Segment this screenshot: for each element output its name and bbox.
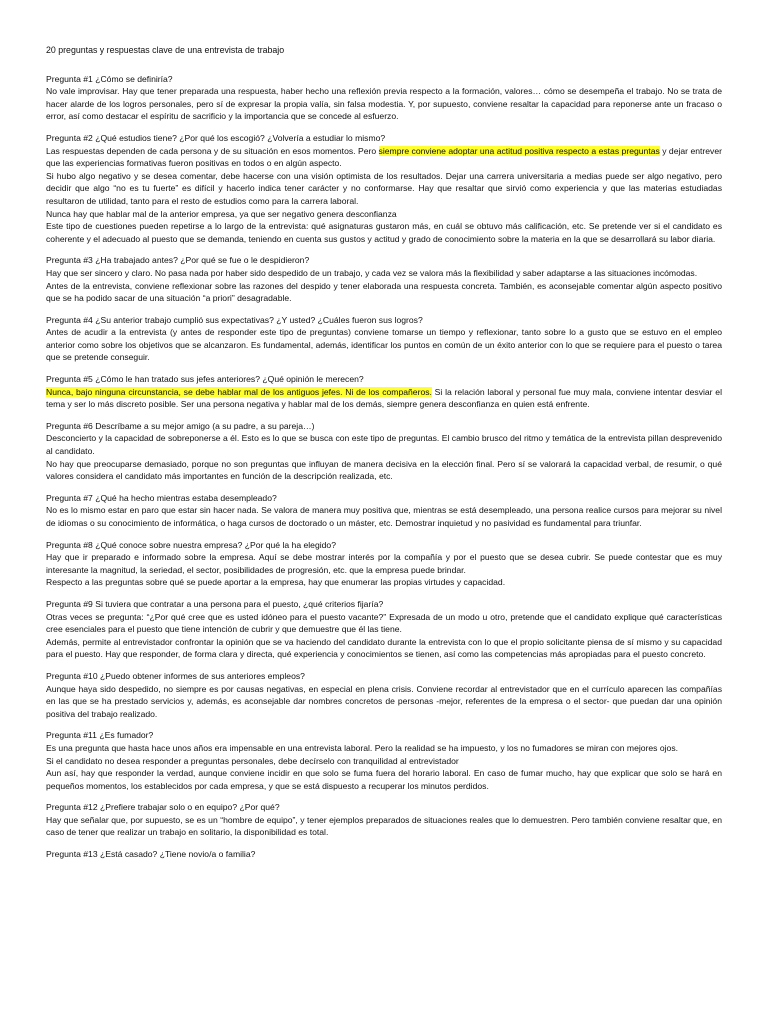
answer-paragraph bbox=[46, 170, 722, 208]
document-title: 20 preguntas y respuestas clave de una entrevista de trabajo bbox=[46, 45, 285, 55]
answer-text: Aunque haya sido despedido, no siempre es por causas negativas, en especial en plena crisis. Conviene recordar al entrevistador que en el currículo aparecen las compañías en las que se ha prestado servicios y, además, es aconsejable dar nombres concretos de personas -mejor, referentes de la empresa o el sector- que puedan dar una opinión positiva del trabajo realizado. bbox=[46, 683, 722, 719]
answer-paragraph bbox=[46, 551, 722, 576]
question-block bbox=[46, 670, 722, 720]
answer-text: Hay que ir preparado e informado sobre la empresa. Aquí se debe mostrar interés por la compañía y por el puesto que se desea cubrir. Se puede contestar que es muy interesante la magnitud, la seriedad, el sector, posibilidades de progresión, etc. que la empresa puede brindar. bbox=[46, 552, 722, 575]
answer-paragraph bbox=[46, 85, 722, 123]
question-heading: Pregunta #11 ¿Es fumador? bbox=[46, 730, 154, 741]
answer-text: No hay que preocuparse demasiado, porque no son preguntas que influyan de manera decisiva en la elección final. Pero sí se valorará la capacidad verbal, de resumir, o qué valores considera el candidato más importantes en función de la descripción realizada, etc. bbox=[46, 458, 722, 482]
answer-paragraph bbox=[46, 636, 722, 661]
question-heading: Pregunta #6 Descríbame a su mejor amigo (a su padre, a su pareja…) bbox=[46, 420, 315, 431]
answer-paragraph bbox=[46, 504, 722, 529]
answer-paragraph bbox=[46, 611, 722, 636]
highlighted-text: siempre conviene adoptar una actitud positiva respecto a estas preguntas bbox=[378, 145, 660, 156]
answer-paragraph bbox=[46, 683, 722, 721]
answer-text: Otras veces se pregunta: “¿Por qué cree que es usted idóneo para el puesto vacante?” Expresada de un modo u otro, pretende que el candidato explique qué características cree esenciales para el puesto que tiene intención de cubrir y que demuestre que él las tiene. bbox=[46, 611, 722, 635]
answer-text: Si hubo algo negativo y se desea comentar, debe hacerse con una visión optimista de los resultados. Dejar una carrera universitaria a medias puede ser algo negativo, pero decidir que algo “no es tu fuerte” es difícil y hacerlo indica tener carácter y no conformarse. Hay que resaltar que sirvió como experiencia y que las materias estudiadas resultaron de utilidad, tanto para el resto de estudios como para la carrera laboral. bbox=[46, 170, 722, 206]
question-block bbox=[46, 598, 722, 661]
answer-text: Las respuestas dependen de cada persona y de su situación en esos momentos. Pero bbox=[46, 145, 379, 156]
answer-paragraph bbox=[46, 458, 722, 483]
answer-text: Aun así, hay que responder la verdad, aunque conviene incidir en que solo se fuma fuera del horario laboral. En caso de fumar mucho, hay que explicar que solo se hará en pequeños momentos, los establecidos por cada empresa, y que se está dispuesto a recuperar los minutos perdidos. bbox=[46, 768, 722, 791]
answer-text: Hay que señalar que, por supuesto, se es un “hombre de equipo”, y tener ejemplos preparados de situaciones reales que lo demuestren. Pero también conviene resaltar que, en caso de tener que realizar un trabajo en solitario, la disponibilidad es total. bbox=[46, 814, 722, 838]
highlighted-text: Nunca, bajo ninguna circunstancia, se debe hablar mal de los antiguos jefes. Ni de los compañeros. bbox=[46, 386, 432, 397]
question-heading: Pregunta #8 ¿Qué conoce sobre nuestra empresa? ¿Por qué la ha elegido? bbox=[46, 539, 336, 550]
answer-paragraph bbox=[46, 208, 722, 221]
question-heading: Pregunta #5 ¿Cómo le han tratado sus jefes anteriores? ¿Qué opinión le merecen? bbox=[46, 374, 364, 385]
question-list bbox=[46, 73, 722, 861]
answer-text: Desconcierto y la capacidad de sobreponerse a él. Esto es lo que se busca con este tipo de preguntas. El cambio brusco del ritmo y temática de la entrevista pillan desprevenido al candidato. bbox=[46, 433, 722, 457]
answer-paragraph bbox=[46, 755, 722, 768]
question-block bbox=[46, 254, 722, 304]
question-block bbox=[46, 420, 722, 483]
answer-text: Si la relación laboral y personal fue muy mala, conviene intentar desviar el tema y ser lo más discreto posible. Ser una persona negativa y hablar mal de los demás, siempre genera desconfianza en quien está enfrente. bbox=[46, 386, 722, 410]
question-block bbox=[46, 492, 722, 530]
question-block bbox=[46, 132, 722, 245]
question-heading: Pregunta #10 ¿Puedo obtener informes de sus anteriores empleos? bbox=[46, 670, 305, 681]
answer-text: No vale improvisar. Hay que tener preparada una respuesta, haber hecho una reflexión previa respecto a la formación, valores… cómo se desempeña el trabajo. No se trata de hacer alarde de los logros personales, pero sí de expresar la propia valía, sin falsa modestia. Y, por supuesto, conviene resaltar la capacidad para reponerse ante un fracaso o error, así como destacar el espíritu de sacrificio y la importancia que se concede al esfuerzo. bbox=[46, 86, 722, 122]
answer-paragraph bbox=[46, 386, 722, 411]
question-heading: Pregunta #2 ¿Qué estudios tiene? ¿Por qué los escogió? ¿Volvería a estudiar lo mismo? bbox=[46, 132, 386, 143]
question-heading: Pregunta #13 ¿Está casado? ¿Tiene novio/a o familia? bbox=[46, 849, 256, 860]
answer-text: Este tipo de cuestiones pueden repetirse a lo largo de la entrevista: qué asignaturas gustaron más, en cuál se obtuvo más calificación, etc. Se pretende ver si el candidato es coherente y el adecuado al puesto que se demanda, teniendo en cuenta sus gustos y actitud y grado de conocimiento sobre la materia en la que se desarrollará su labor diaria. bbox=[46, 221, 722, 244]
answer-paragraph bbox=[46, 267, 722, 280]
question-heading: Pregunta #12 ¿Prefiere trabajar solo o en equipo? ¿Por qué? bbox=[46, 802, 280, 813]
question-heading: Pregunta #4 ¿Su anterior trabajo cumplió sus expectativas? ¿Y usted? ¿Cuáles fueron sus logros? bbox=[46, 314, 423, 325]
answer-text: y dejar entrever que las experiencias formativas fueron positivas en todos o en algún aspecto. bbox=[46, 145, 722, 169]
question-block bbox=[46, 73, 722, 123]
answer-paragraph bbox=[46, 220, 722, 245]
answer-text: Respecto a las preguntas sobre qué se puede aportar a la empresa, hay que enumerar las propias virtudes y capacidad. bbox=[46, 577, 506, 588]
answer-paragraph bbox=[46, 742, 722, 755]
answer-text: Hay que ser sincero y claro. No pasa nada por haber sido despedido de un trabajo, y cada vez se valora más la flexibilidad y saber adaptarse a las situaciones incómodas. bbox=[46, 267, 698, 278]
question-heading: Pregunta #3 ¿Ha trabajado antes? ¿Por qué se fue o le despidieron? bbox=[46, 255, 310, 266]
answer-paragraph bbox=[46, 576, 722, 589]
answer-paragraph bbox=[46, 767, 722, 792]
answer-text: Nunca hay que hablar mal de la anterior empresa, ya que ser negativo genera desconfianza bbox=[46, 208, 397, 219]
answer-text: Es una pregunta que hasta hace unos años era impensable en una entrevista laboral. Pero la realidad se ha impuesto, y los no fumadores se miran con mejores ojos. bbox=[46, 742, 679, 753]
answer-text: Antes de la entrevista, conviene reflexionar sobre las razones del despido y tener elaborada una respuesta concreta. También, es aconsejable comentar algún aspecto positivo que se ha podido sacar de una situación “a priori” desagradable. bbox=[46, 280, 722, 304]
answer-text: Si el candidato no desea responder a preguntas personales, debe decírselo con tranquilidad al entrevistador bbox=[46, 755, 459, 766]
question-block bbox=[46, 373, 722, 411]
answer-paragraph bbox=[46, 326, 722, 364]
answer-paragraph bbox=[46, 145, 722, 170]
question-block bbox=[46, 801, 722, 839]
question-heading: Pregunta #7 ¿Qué ha hecho mientras estaba desempleado? bbox=[46, 492, 277, 503]
question-block bbox=[46, 729, 722, 792]
answer-paragraph bbox=[46, 814, 722, 839]
answer-text: No es lo mismo estar en paro que estar sin hacer nada. Se valora de manera muy positiva que, mientras se está desempleado, una persona realice cursos para mejorar su nivel de idiomas o su conocimiento de informática, o haga cursos de doctorado o un máster, etc. Demostrar inquietud y no pasividad es fundamental para triunfar. bbox=[46, 505, 722, 528]
document-page bbox=[46, 44, 722, 870]
question-block bbox=[46, 314, 722, 364]
question-block bbox=[46, 848, 722, 861]
question-heading: Pregunta #9 Si tuviera que contratar a una persona para el puesto, ¿qué criterios fijaría? bbox=[46, 598, 384, 609]
question-block bbox=[46, 539, 722, 589]
question-heading: Pregunta #1 ¿Cómo se definiría? bbox=[46, 73, 173, 84]
answer-text: Además, permite al entrevistador confrontar la opinión que se va haciendo del candidato durante la entrevista con lo que el propio solicitante piensa de sí mismo y su capacidad para el puesto. Hay que responder, de forma clara y directa, qué experiencia y conocimientos se tienen, así como las competencias más apropiadas para el puesto concreto. bbox=[46, 636, 722, 660]
answer-text: Antes de acudir a la entrevista (y antes de responder este tipo de preguntas) conviene tomarse un tiempo y reflexionar, tanto sobre lo a gusto que se estuvo en el empleo anterior como sobre los objetivos que se alcanzaron. Es fundamental, además, identificar los puntos en común de un éxito anterior con lo que se requiere para el puesto o tarea que se pretende conseguir. bbox=[46, 327, 722, 363]
answer-paragraph bbox=[46, 432, 722, 457]
answer-paragraph bbox=[46, 280, 722, 305]
